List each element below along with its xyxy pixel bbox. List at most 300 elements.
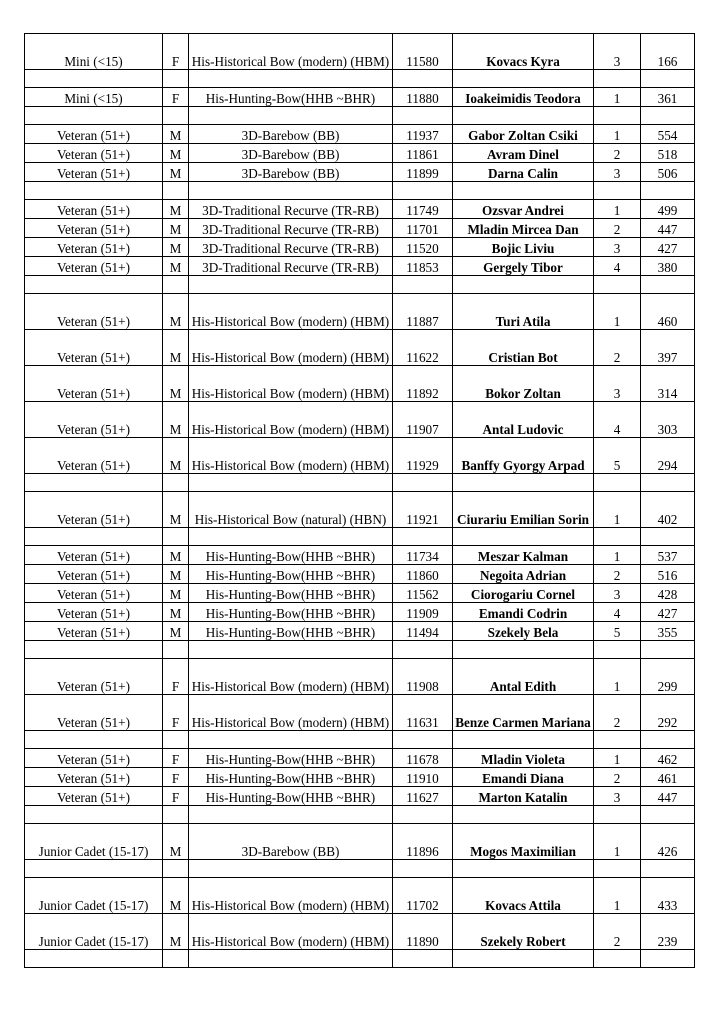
division-cell: His-Historical Bow (modern) (HBM) xyxy=(189,659,393,695)
place-cell: 1 xyxy=(594,88,641,107)
table-row xyxy=(25,565,695,584)
score-cell: 380 xyxy=(641,257,695,276)
empty-cell xyxy=(641,731,695,749)
archer-id-cell: 11701 xyxy=(393,219,453,238)
archer-name-cell: Ciurariu Emilian Sorin xyxy=(453,492,594,528)
place-cell: 1 xyxy=(594,824,641,860)
score-cell: 462 xyxy=(641,749,695,768)
score-cell: 427 xyxy=(641,238,695,257)
empty-cell xyxy=(189,806,393,824)
category-cell: Junior Cadet (15-17) xyxy=(25,878,163,914)
place-cell: 1 xyxy=(594,878,641,914)
division-cell: His-Historical Bow (modern) (HBM) xyxy=(189,366,393,402)
table-row xyxy=(25,238,695,257)
division-cell: His-Historical Bow (modern) (HBM) xyxy=(189,402,393,438)
category-cell: Veteran (51+) xyxy=(25,402,163,438)
place-cell: 1 xyxy=(594,659,641,695)
place-cell: 5 xyxy=(594,438,641,474)
empty-cell xyxy=(163,731,189,749)
empty-cell xyxy=(393,806,453,824)
gender-cell: M xyxy=(163,163,189,182)
archer-id-cell: 11937 xyxy=(393,125,453,144)
score-cell: 397 xyxy=(641,330,695,366)
empty-cell xyxy=(453,107,594,125)
place-cell: 5 xyxy=(594,622,641,641)
category-cell: Junior Cadet (15-17) xyxy=(25,824,163,860)
score-cell: 303 xyxy=(641,402,695,438)
archer-name-cell: Negoita Adrian xyxy=(453,565,594,584)
score-cell: 447 xyxy=(641,787,695,806)
archer-name-cell: Gergely Tibor xyxy=(453,257,594,276)
archer-id-cell: 11702 xyxy=(393,878,453,914)
archer-id-cell: 11921 xyxy=(393,492,453,528)
table-row xyxy=(25,200,695,219)
table-row xyxy=(25,144,695,163)
table-row xyxy=(25,603,695,622)
score-cell: 499 xyxy=(641,200,695,219)
empty-cell xyxy=(453,641,594,659)
category-cell: Veteran (51+) xyxy=(25,749,163,768)
category-cell: Junior Cadet (15-17) xyxy=(25,914,163,950)
place-cell: 3 xyxy=(594,34,641,70)
division-cell: 3D-Traditional Recurve (TR-RB) xyxy=(189,257,393,276)
spacer-row xyxy=(25,806,695,824)
table-row xyxy=(25,878,695,914)
archer-name-cell: Mogos Maximilian xyxy=(453,824,594,860)
empty-cell xyxy=(25,860,163,878)
score-cell: 166 xyxy=(641,34,695,70)
empty-cell xyxy=(189,182,393,200)
empty-cell xyxy=(25,806,163,824)
archer-id-cell: 11887 xyxy=(393,294,453,330)
archer-id-cell: 11631 xyxy=(393,695,453,731)
gender-cell: M xyxy=(163,546,189,565)
archer-id-cell: 11909 xyxy=(393,603,453,622)
empty-cell xyxy=(163,474,189,492)
category-cell: Veteran (51+) xyxy=(25,565,163,584)
division-cell: 3D-Barebow (BB) xyxy=(189,163,393,182)
gender-cell: M xyxy=(163,438,189,474)
gender-cell: M xyxy=(163,238,189,257)
score-cell: 461 xyxy=(641,768,695,787)
gender-cell: M xyxy=(163,294,189,330)
division-cell: His-Historical Bow (natural) (HBN) xyxy=(189,492,393,528)
empty-cell xyxy=(163,806,189,824)
place-cell: 2 xyxy=(594,695,641,731)
category-cell: Veteran (51+) xyxy=(25,438,163,474)
score-cell: 426 xyxy=(641,824,695,860)
empty-cell xyxy=(594,731,641,749)
archer-name-cell: Ioakeimidis Teodora xyxy=(453,88,594,107)
empty-cell xyxy=(25,474,163,492)
gender-cell: M xyxy=(163,824,189,860)
archer-name-cell: Marton Katalin xyxy=(453,787,594,806)
place-cell: 2 xyxy=(594,914,641,950)
category-cell: Veteran (51+) xyxy=(25,622,163,641)
category-cell: Veteran (51+) xyxy=(25,330,163,366)
empty-cell xyxy=(25,731,163,749)
empty-cell xyxy=(393,731,453,749)
archer-id-cell: 11562 xyxy=(393,584,453,603)
empty-cell xyxy=(393,528,453,546)
table-row xyxy=(25,257,695,276)
empty-cell xyxy=(393,107,453,125)
empty-cell xyxy=(189,107,393,125)
empty-cell xyxy=(641,860,695,878)
score-cell: 460 xyxy=(641,294,695,330)
spacer-row xyxy=(25,860,695,878)
empty-cell xyxy=(453,731,594,749)
archer-id-cell: 11899 xyxy=(393,163,453,182)
category-cell: Veteran (51+) xyxy=(25,584,163,603)
archer-name-cell: Emandi Diana xyxy=(453,768,594,787)
score-cell: 433 xyxy=(641,878,695,914)
category-cell: Mini (<15) xyxy=(25,88,163,107)
spacer-row xyxy=(25,474,695,492)
empty-cell xyxy=(163,107,189,125)
empty-cell xyxy=(453,276,594,294)
archer-id-cell: 11929 xyxy=(393,438,453,474)
division-cell: His-Historical Bow (modern) (HBM) xyxy=(189,330,393,366)
archer-id-cell: 11853 xyxy=(393,257,453,276)
gender-cell: M xyxy=(163,257,189,276)
score-cell: 537 xyxy=(641,546,695,565)
empty-cell xyxy=(25,528,163,546)
empty-cell xyxy=(189,731,393,749)
table-row xyxy=(25,294,695,330)
empty-cell xyxy=(594,107,641,125)
table-row xyxy=(25,219,695,238)
empty-cell xyxy=(594,474,641,492)
empty-cell xyxy=(393,950,453,968)
gender-cell: M xyxy=(163,402,189,438)
archer-name-cell: Benze Carmen Mariana xyxy=(453,695,594,731)
place-cell: 1 xyxy=(594,546,641,565)
category-cell: Veteran (51+) xyxy=(25,659,163,695)
empty-cell xyxy=(453,528,594,546)
place-cell: 2 xyxy=(594,565,641,584)
division-cell: 3D-Traditional Recurve (TR-RB) xyxy=(189,219,393,238)
gender-cell: F xyxy=(163,659,189,695)
division-cell: His-Historical Bow (modern) (HBM) xyxy=(189,294,393,330)
empty-cell xyxy=(641,528,695,546)
table-row xyxy=(25,492,695,528)
gender-cell: M xyxy=(163,603,189,622)
category-cell: Veteran (51+) xyxy=(25,787,163,806)
category-cell: Veteran (51+) xyxy=(25,125,163,144)
results-table xyxy=(24,33,695,968)
table-row xyxy=(25,749,695,768)
category-cell: Veteran (51+) xyxy=(25,294,163,330)
gender-cell: M xyxy=(163,492,189,528)
gender-cell: F xyxy=(163,787,189,806)
gender-cell: F xyxy=(163,34,189,70)
score-cell: 402 xyxy=(641,492,695,528)
empty-cell xyxy=(641,950,695,968)
empty-cell xyxy=(189,860,393,878)
gender-cell: M xyxy=(163,330,189,366)
division-cell: 3D-Barebow (BB) xyxy=(189,144,393,163)
archer-name-cell: Kovacs Kyra xyxy=(453,34,594,70)
division-cell: His-Historical Bow (modern) (HBM) xyxy=(189,695,393,731)
archer-name-cell: Bojic Liviu xyxy=(453,238,594,257)
spacer-row xyxy=(25,641,695,659)
empty-cell xyxy=(641,474,695,492)
division-cell: His-Hunting-Bow(HHB ~BHR) xyxy=(189,565,393,584)
empty-cell xyxy=(25,182,163,200)
empty-cell xyxy=(189,474,393,492)
empty-cell xyxy=(453,806,594,824)
empty-cell xyxy=(393,182,453,200)
category-cell: Veteran (51+) xyxy=(25,695,163,731)
empty-cell xyxy=(25,950,163,968)
archer-name-cell: Szekely Robert xyxy=(453,914,594,950)
empty-cell xyxy=(163,641,189,659)
empty-cell xyxy=(641,641,695,659)
spacer-row xyxy=(25,950,695,968)
gender-cell: M xyxy=(163,366,189,402)
empty-cell xyxy=(393,474,453,492)
empty-cell xyxy=(163,860,189,878)
score-cell: 554 xyxy=(641,125,695,144)
table-row xyxy=(25,659,695,695)
archer-id-cell: 11910 xyxy=(393,768,453,787)
archer-name-cell: Banffy Gyorgy Arpad xyxy=(453,438,594,474)
spacer-row xyxy=(25,276,695,294)
empty-cell xyxy=(594,528,641,546)
archer-name-cell: Cristian Bot xyxy=(453,330,594,366)
score-cell: 516 xyxy=(641,565,695,584)
archer-id-cell: 11734 xyxy=(393,546,453,565)
score-cell: 361 xyxy=(641,88,695,107)
place-cell: 3 xyxy=(594,584,641,603)
archer-id-cell: 11749 xyxy=(393,200,453,219)
place-cell: 2 xyxy=(594,219,641,238)
table-row xyxy=(25,366,695,402)
table-row xyxy=(25,402,695,438)
table-row xyxy=(25,330,695,366)
empty-cell xyxy=(189,70,393,88)
archer-id-cell: 11580 xyxy=(393,34,453,70)
division-cell: His-Historical Bow (modern) (HBM) xyxy=(189,438,393,474)
empty-cell xyxy=(25,70,163,88)
empty-cell xyxy=(594,806,641,824)
archer-id-cell: 11880 xyxy=(393,88,453,107)
table-row xyxy=(25,163,695,182)
empty-cell xyxy=(453,70,594,88)
empty-cell xyxy=(393,70,453,88)
division-cell: His-Historical Bow (modern) (HBM) xyxy=(189,914,393,950)
division-cell: His-Hunting-Bow(HHB ~BHR) xyxy=(189,88,393,107)
empty-cell xyxy=(163,182,189,200)
division-cell: His-Hunting-Bow(HHB ~BHR) xyxy=(189,768,393,787)
archer-id-cell: 11908 xyxy=(393,659,453,695)
archer-name-cell: Bokor Zoltan xyxy=(453,366,594,402)
gender-cell: M xyxy=(163,219,189,238)
category-cell: Veteran (51+) xyxy=(25,163,163,182)
place-cell: 1 xyxy=(594,749,641,768)
category-cell: Veteran (51+) xyxy=(25,219,163,238)
division-cell: 3D-Traditional Recurve (TR-RB) xyxy=(189,238,393,257)
archer-name-cell: Mladin Violeta xyxy=(453,749,594,768)
place-cell: 1 xyxy=(594,294,641,330)
empty-cell xyxy=(453,474,594,492)
place-cell: 4 xyxy=(594,603,641,622)
place-cell: 4 xyxy=(594,257,641,276)
empty-cell xyxy=(163,276,189,294)
spacer-row xyxy=(25,731,695,749)
empty-cell xyxy=(25,641,163,659)
results-body xyxy=(25,34,695,968)
empty-cell xyxy=(594,70,641,88)
table-row xyxy=(25,622,695,641)
empty-cell xyxy=(25,276,163,294)
gender-cell: M xyxy=(163,125,189,144)
score-cell: 292 xyxy=(641,695,695,731)
division-cell: 3D-Barebow (BB) xyxy=(189,824,393,860)
division-cell: His-Hunting-Bow(HHB ~BHR) xyxy=(189,749,393,768)
score-cell: 355 xyxy=(641,622,695,641)
empty-cell xyxy=(453,182,594,200)
empty-cell xyxy=(594,860,641,878)
empty-cell xyxy=(641,276,695,294)
empty-cell xyxy=(641,182,695,200)
place-cell: 3 xyxy=(594,238,641,257)
place-cell: 3 xyxy=(594,366,641,402)
division-cell: His-Historical Bow (modern) (HBM) xyxy=(189,34,393,70)
archer-id-cell: 11890 xyxy=(393,914,453,950)
empty-cell xyxy=(189,641,393,659)
empty-cell xyxy=(25,107,163,125)
archer-name-cell: Ciorogariu Cornel xyxy=(453,584,594,603)
empty-cell xyxy=(393,860,453,878)
score-cell: 506 xyxy=(641,163,695,182)
empty-cell xyxy=(189,950,393,968)
archer-id-cell: 11860 xyxy=(393,565,453,584)
place-cell: 1 xyxy=(594,492,641,528)
archer-id-cell: 11896 xyxy=(393,824,453,860)
gender-cell: M xyxy=(163,914,189,950)
score-cell: 299 xyxy=(641,659,695,695)
table-row xyxy=(25,546,695,565)
archer-name-cell: Gabor Zoltan Csiki xyxy=(453,125,594,144)
empty-cell xyxy=(641,107,695,125)
archer-name-cell: Darna Calin xyxy=(453,163,594,182)
empty-cell xyxy=(594,276,641,294)
empty-cell xyxy=(393,641,453,659)
gender-cell: M xyxy=(163,878,189,914)
empty-cell xyxy=(393,276,453,294)
category-cell: Veteran (51+) xyxy=(25,546,163,565)
empty-cell xyxy=(163,950,189,968)
score-cell: 294 xyxy=(641,438,695,474)
empty-cell xyxy=(453,950,594,968)
gender-cell: F xyxy=(163,749,189,768)
archer-name-cell: Antal Edith xyxy=(453,659,594,695)
table-row xyxy=(25,768,695,787)
archer-id-cell: 11622 xyxy=(393,330,453,366)
division-cell: His-Hunting-Bow(HHB ~BHR) xyxy=(189,622,393,641)
table-row xyxy=(25,438,695,474)
table-row xyxy=(25,824,695,860)
archer-name-cell: Meszar Kalman xyxy=(453,546,594,565)
archer-id-cell: 11907 xyxy=(393,402,453,438)
spacer-row xyxy=(25,182,695,200)
division-cell: His-Hunting-Bow(HHB ~BHR) xyxy=(189,603,393,622)
archer-id-cell: 11520 xyxy=(393,238,453,257)
archer-name-cell: Antal Ludovic xyxy=(453,402,594,438)
empty-cell xyxy=(163,70,189,88)
gender-cell: F xyxy=(163,695,189,731)
table-row xyxy=(25,695,695,731)
division-cell: 3D-Traditional Recurve (TR-RB) xyxy=(189,200,393,219)
gender-cell: M xyxy=(163,200,189,219)
empty-cell xyxy=(594,950,641,968)
place-cell: 2 xyxy=(594,144,641,163)
table-row xyxy=(25,88,695,107)
score-cell: 447 xyxy=(641,219,695,238)
score-cell: 314 xyxy=(641,366,695,402)
score-cell: 239 xyxy=(641,914,695,950)
gender-cell: M xyxy=(163,622,189,641)
archer-name-cell: Szekely Bela xyxy=(453,622,594,641)
archer-name-cell: Turi Atila xyxy=(453,294,594,330)
archer-id-cell: 11892 xyxy=(393,366,453,402)
category-cell: Veteran (51+) xyxy=(25,144,163,163)
archer-id-cell: 11627 xyxy=(393,787,453,806)
category-cell: Mini (<15) xyxy=(25,34,163,70)
place-cell: 1 xyxy=(594,200,641,219)
table-row xyxy=(25,787,695,806)
archer-name-cell: Kovacs Attila xyxy=(453,878,594,914)
place-cell: 3 xyxy=(594,787,641,806)
archer-id-cell: 11861 xyxy=(393,144,453,163)
place-cell: 4 xyxy=(594,402,641,438)
place-cell: 3 xyxy=(594,163,641,182)
category-cell: Veteran (51+) xyxy=(25,200,163,219)
place-cell: 2 xyxy=(594,768,641,787)
score-cell: 427 xyxy=(641,603,695,622)
spacer-row xyxy=(25,107,695,125)
gender-cell: M xyxy=(163,584,189,603)
table-row xyxy=(25,125,695,144)
division-cell: His-Hunting-Bow(HHB ~BHR) xyxy=(189,546,393,565)
category-cell: Veteran (51+) xyxy=(25,366,163,402)
archer-name-cell: Avram Dinel xyxy=(453,144,594,163)
gender-cell: M xyxy=(163,144,189,163)
division-cell: His-Hunting-Bow(HHB ~BHR) xyxy=(189,787,393,806)
place-cell: 1 xyxy=(594,125,641,144)
archer-id-cell: 11494 xyxy=(393,622,453,641)
category-cell: Veteran (51+) xyxy=(25,603,163,622)
empty-cell xyxy=(189,276,393,294)
table-row xyxy=(25,34,695,70)
score-cell: 428 xyxy=(641,584,695,603)
empty-cell xyxy=(641,806,695,824)
score-cell: 518 xyxy=(641,144,695,163)
category-cell: Veteran (51+) xyxy=(25,238,163,257)
spacer-row xyxy=(25,70,695,88)
empty-cell xyxy=(594,641,641,659)
archer-name-cell: Ozsvar Andrei xyxy=(453,200,594,219)
gender-cell: F xyxy=(163,768,189,787)
archer-name-cell: Mladin Mircea Dan xyxy=(453,219,594,238)
empty-cell xyxy=(594,182,641,200)
empty-cell xyxy=(453,860,594,878)
division-cell: His-Hunting-Bow(HHB ~BHR) xyxy=(189,584,393,603)
archer-name-cell: Emandi Codrin xyxy=(453,603,594,622)
category-cell: Veteran (51+) xyxy=(25,257,163,276)
